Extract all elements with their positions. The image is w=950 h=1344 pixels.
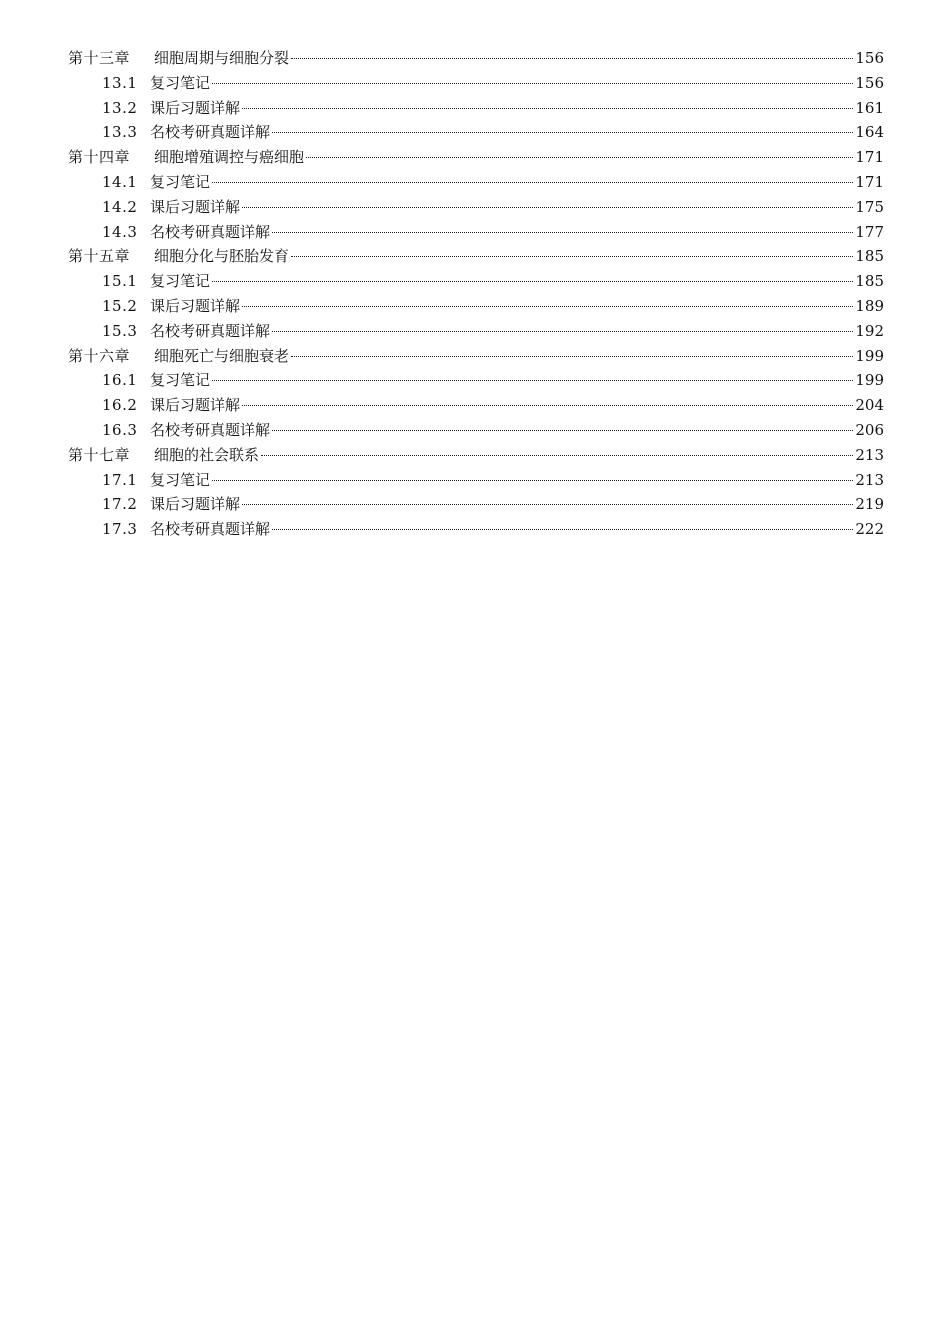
toc-entry-number: 17.1 <box>102 470 138 489</box>
toc-entry-number: 第十四章 <box>68 148 131 167</box>
toc-entry-number: 13.2 <box>102 98 138 117</box>
toc-entry-title: 细胞的社会联系 <box>154 445 260 464</box>
toc-section-entry[interactable] <box>68 195 884 220</box>
toc-section-entry[interactable] <box>68 269 884 294</box>
toc-entry-page-number: 175 <box>855 197 884 216</box>
toc-entry-page-number: 156 <box>855 73 884 92</box>
toc-chapter-entry[interactable] <box>68 145 884 170</box>
toc-entry-number: 第十六章 <box>68 346 131 365</box>
toc-entry-number: 17.3 <box>102 520 138 539</box>
toc-entry-number: 第十七章 <box>68 445 131 464</box>
toc-entry-page-number: 177 <box>855 222 884 241</box>
toc-section-entry[interactable] <box>68 220 884 245</box>
toc-dot-leader <box>242 108 853 109</box>
toc-section-entry[interactable] <box>68 319 884 344</box>
table-of-contents <box>68 46 884 542</box>
toc-dot-leader <box>272 430 853 431</box>
toc-entry-page-number: 222 <box>855 520 884 539</box>
toc-section-entry[interactable] <box>68 120 884 145</box>
toc-entry-page-number: 161 <box>855 98 884 117</box>
toc-entry-title: 课后习题详解 <box>150 197 241 216</box>
toc-entry-number: 14.2 <box>102 197 138 216</box>
toc-entry-page-number: 171 <box>855 148 884 167</box>
toc-dot-leader <box>272 529 853 530</box>
toc-section-entry[interactable] <box>68 368 884 393</box>
toc-entry-page-number: 199 <box>855 371 884 390</box>
toc-dot-leader <box>261 455 853 456</box>
toc-entry-page-number: 213 <box>855 445 884 464</box>
toc-entry-title: 名校考研真题详解 <box>150 420 271 439</box>
toc-entry-title: 复习笔记 <box>150 172 211 191</box>
toc-dot-leader <box>212 83 853 84</box>
toc-entry-page-number: 192 <box>855 321 884 340</box>
toc-dot-leader <box>272 331 853 332</box>
toc-entry-page-number: 189 <box>855 296 884 315</box>
toc-entry-page-number: 156 <box>855 49 884 67</box>
toc-entry-page-number: 206 <box>855 420 884 439</box>
toc-section-entry[interactable] <box>68 517 884 542</box>
toc-entry-number: 15.1 <box>102 272 138 291</box>
toc-entry-page-number: 185 <box>855 272 884 291</box>
toc-entry-title: 复习笔记 <box>150 73 211 92</box>
toc-dot-leader <box>291 356 853 357</box>
toc-entry-number: 第十三章 <box>68 49 131 67</box>
toc-dot-leader <box>242 207 853 208</box>
toc-entry-title: 细胞增殖调控与癌细胞 <box>154 148 305 167</box>
toc-entry-title: 课后习题详解 <box>150 495 241 514</box>
toc-entry-number: 14.1 <box>102 172 138 191</box>
toc-entry-title: 名校考研真题详解 <box>150 123 271 142</box>
toc-entry-page-number: 213 <box>855 470 884 489</box>
toc-dot-leader <box>212 480 853 481</box>
toc-entry-page-number: 164 <box>855 123 884 142</box>
toc-entry-number: 15.3 <box>102 321 138 340</box>
toc-section-entry[interactable] <box>68 418 884 443</box>
toc-dot-leader <box>291 256 853 257</box>
toc-entry-title: 课后习题详解 <box>150 396 241 415</box>
toc-dot-leader <box>306 157 853 158</box>
toc-entry-page-number: 171 <box>855 172 884 191</box>
toc-section-entry[interactable] <box>68 468 884 493</box>
toc-entry-number: 14.3 <box>102 222 138 241</box>
toc-entry-number: 17.2 <box>102 495 138 514</box>
toc-dot-leader <box>212 182 853 183</box>
toc-entry-page-number: 185 <box>855 247 884 266</box>
toc-dot-leader <box>212 380 853 381</box>
toc-dot-leader <box>212 281 853 282</box>
toc-section-entry[interactable] <box>68 71 884 96</box>
toc-chapter-entry[interactable] <box>68 244 884 269</box>
toc-entry-number: 16.1 <box>102 371 138 390</box>
toc-entry-number: 13.1 <box>102 73 138 92</box>
toc-dot-leader <box>242 306 853 307</box>
toc-section-entry[interactable] <box>68 96 884 121</box>
toc-dot-leader <box>291 58 853 59</box>
toc-section-entry[interactable] <box>68 492 884 517</box>
toc-entry-title: 名校考研真题详解 <box>150 520 271 539</box>
toc-entry-title: 复习笔记 <box>150 470 211 489</box>
toc-chapter-entry[interactable] <box>68 344 884 369</box>
toc-entry-number: 15.2 <box>102 296 138 315</box>
toc-section-entry[interactable] <box>68 294 884 319</box>
toc-dot-leader <box>272 232 853 233</box>
toc-entry-title: 复习笔记 <box>150 272 211 291</box>
toc-entry-page-number: 204 <box>855 396 884 415</box>
toc-entry-title: 课后习题详解 <box>150 98 241 117</box>
toc-dot-leader <box>242 504 853 505</box>
toc-dot-leader <box>242 405 853 406</box>
toc-section-entry[interactable] <box>68 393 884 418</box>
toc-dot-leader <box>272 132 853 133</box>
toc-chapter-entry[interactable] <box>68 46 884 71</box>
toc-entry-page-number: 199 <box>855 346 884 365</box>
toc-entry-title: 课后习题详解 <box>150 296 241 315</box>
toc-entry-title: 细胞分化与胚胎发育 <box>154 247 290 266</box>
toc-section-entry[interactable] <box>68 170 884 195</box>
toc-entry-number: 16.3 <box>102 420 138 439</box>
toc-entry-title: 复习笔记 <box>150 371 211 390</box>
toc-entry-page-number: 219 <box>855 495 884 514</box>
toc-entry-number: 第十五章 <box>68 247 131 266</box>
toc-entry-number: 16.2 <box>102 396 138 415</box>
toc-entry-title: 名校考研真题详解 <box>150 321 271 340</box>
toc-entry-title: 细胞死亡与细胞衰老 <box>154 346 290 365</box>
toc-entry-number: 13.3 <box>102 123 138 142</box>
toc-entry-title: 名校考研真题详解 <box>150 222 271 241</box>
toc-entry-title: 细胞周期与细胞分裂 <box>154 49 290 67</box>
toc-chapter-entry[interactable] <box>68 443 884 468</box>
